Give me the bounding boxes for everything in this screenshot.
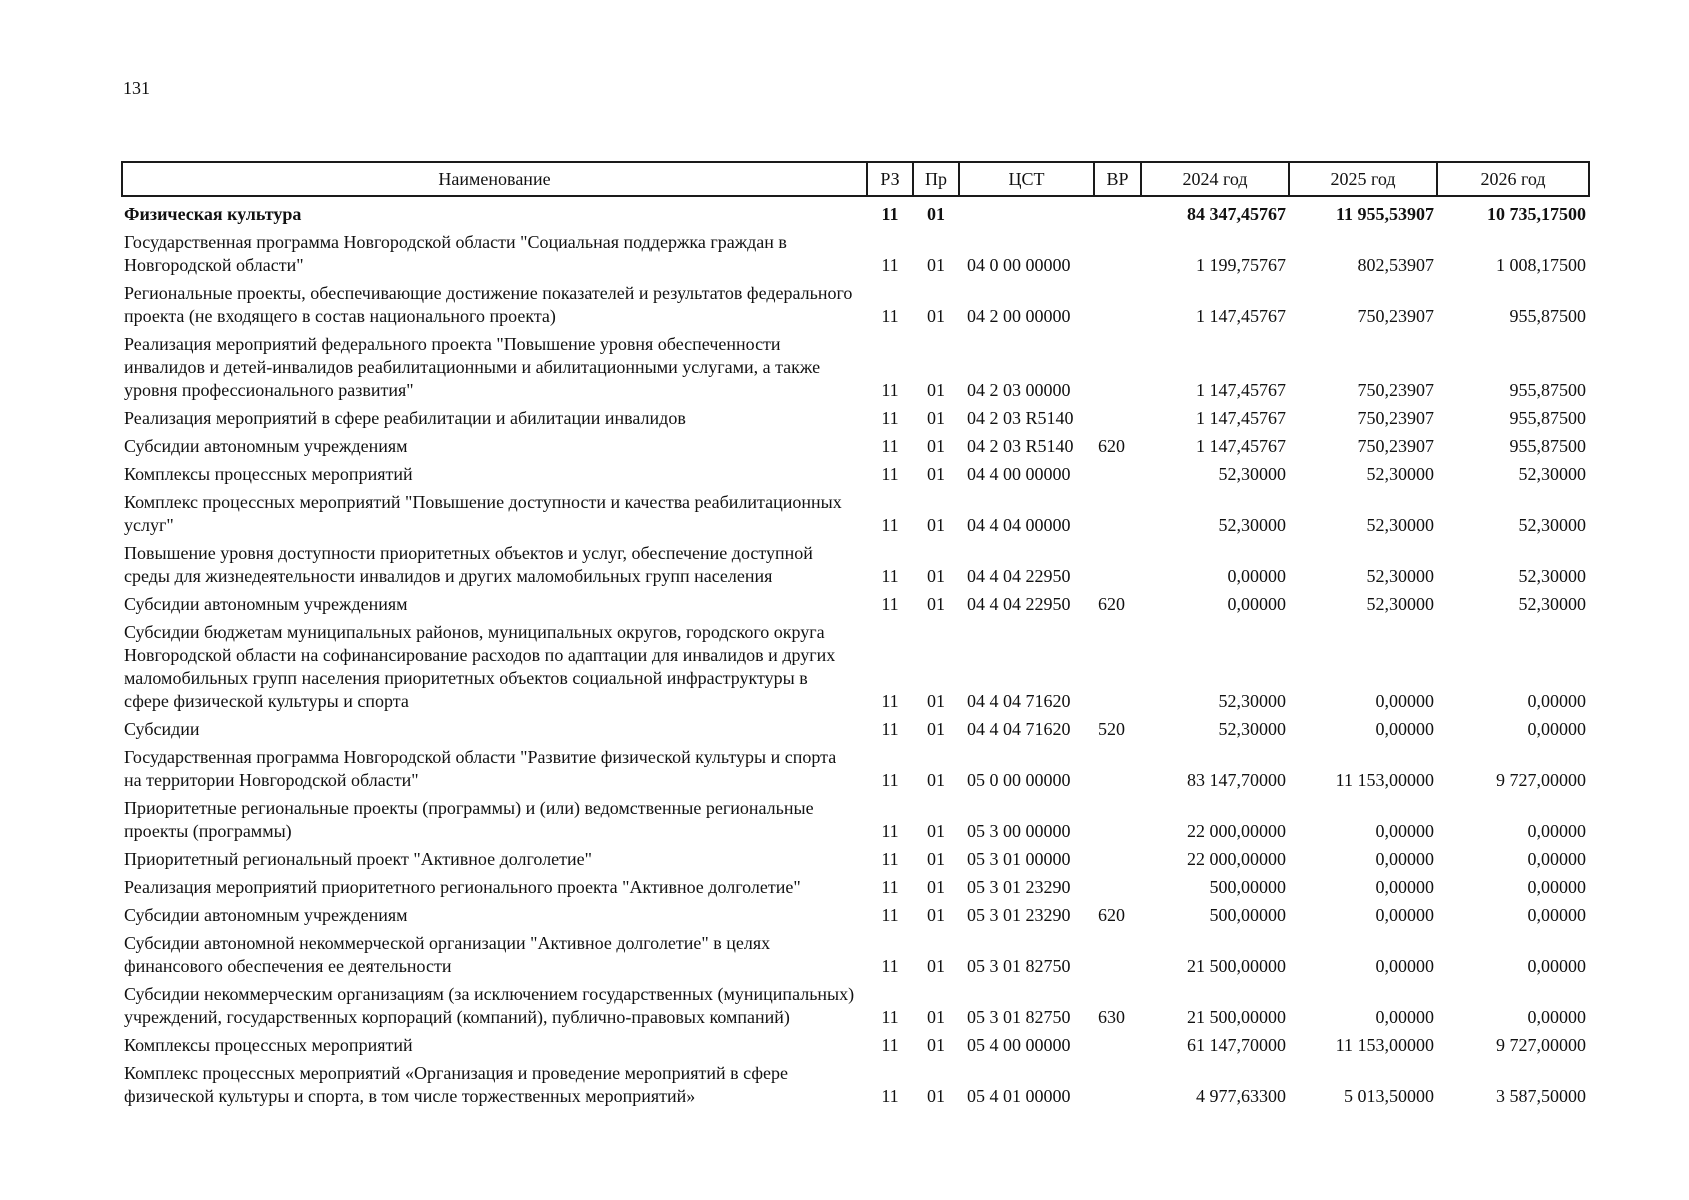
header-pr: Пр	[913, 162, 959, 196]
row-rz: 11	[881, 204, 899, 224]
row-cst: 05 4 00 00000	[967, 1035, 1071, 1055]
row-2024: 22 000,00000	[1187, 821, 1286, 841]
table-row	[122, 591, 1589, 619]
table-row	[122, 540, 1589, 591]
row-pr: 01	[927, 821, 945, 841]
row-2024: 52,30000	[1218, 719, 1286, 739]
row-rz: 11	[881, 877, 899, 897]
row-pr: 01	[927, 1086, 945, 1106]
row-vr	[1094, 229, 1141, 280]
row-2024: 1 147,45767	[1196, 436, 1286, 456]
row-pr: 01	[927, 515, 945, 535]
row-cst	[959, 196, 1094, 229]
row-2025: 52,30000	[1366, 566, 1434, 586]
table-row	[122, 489, 1589, 540]
row-pr: 01	[927, 255, 945, 275]
budget-table	[121, 161, 1590, 1111]
row-cst: 04 4 04 00000	[967, 515, 1071, 535]
row-2026: 1 008,17500	[1496, 255, 1586, 275]
row-vr	[1094, 846, 1141, 874]
row-vr	[1094, 540, 1141, 591]
row-2025: 750,23907	[1357, 306, 1434, 326]
row-2025: 52,30000	[1366, 594, 1434, 614]
row-2025: 11 955,53907	[1335, 204, 1434, 224]
row-2026: 9 727,00000	[1496, 1035, 1586, 1055]
row-pr: 01	[927, 691, 945, 711]
row-vr	[1094, 331, 1141, 405]
row-name: Физическая культура	[124, 204, 302, 224]
row-vr	[1094, 196, 1141, 229]
row-vr	[1094, 280, 1141, 331]
row-2026: 52,30000	[1518, 515, 1586, 535]
row-rz: 11	[881, 594, 899, 614]
row-2026: 52,30000	[1518, 566, 1586, 586]
table-row	[122, 981, 1589, 1032]
table-row	[122, 744, 1589, 795]
row-2024: 52,30000	[1218, 464, 1286, 484]
row-cst: 04 4 04 22950	[967, 594, 1071, 614]
row-2026: 10 735,17500	[1487, 204, 1586, 224]
row-vr	[1094, 1032, 1141, 1060]
row-cst: 04 0 00 00000	[967, 255, 1071, 275]
row-name: Субсидии	[124, 719, 200, 739]
header-vr: ВР	[1094, 162, 1141, 196]
row-name: Субсидии некоммерческим организациям (за исключением государственных (муниципальных) учреждений, государственных корпораций (компаний), публично-правовых компаний)	[124, 984, 855, 1027]
row-2024: 500,00000	[1209, 877, 1286, 897]
row-name: Комплекс процессных мероприятий «Организация и проведение мероприятий в сфере физической культуры и спорта, в том числе торжественных мероприятий»	[124, 1063, 789, 1106]
row-name: Субсидии автономным учреждениям	[124, 436, 408, 456]
row-2026: 52,30000	[1518, 464, 1586, 484]
row-pr: 01	[927, 204, 945, 224]
header-cst: ЦСТ	[959, 162, 1094, 196]
row-pr: 01	[927, 1007, 945, 1027]
table-row	[122, 902, 1589, 930]
row-rz: 11	[881, 770, 899, 790]
row-vr	[1094, 744, 1141, 795]
row-name: Приоритетные региональные проекты (программы) и (или) ведомственные региональные проекты (программы)	[124, 798, 814, 841]
row-vr: 620	[1098, 436, 1125, 456]
row-2024: 21 500,00000	[1187, 956, 1286, 976]
row-pr: 01	[927, 408, 945, 428]
row-2025: 0,00000	[1375, 877, 1434, 897]
row-rz: 11	[881, 849, 899, 869]
row-cst: 05 3 01 23290	[967, 877, 1071, 897]
row-cst: 05 3 01 00000	[967, 849, 1071, 869]
row-2024: 1 199,75767	[1196, 255, 1286, 275]
row-vr: 620	[1098, 905, 1125, 925]
row-2026: 0,00000	[1527, 956, 1586, 976]
row-2025: 0,00000	[1375, 849, 1434, 869]
row-pr: 01	[927, 719, 945, 739]
table-row	[122, 619, 1589, 716]
row-cst: 04 4 04 71620	[967, 719, 1071, 739]
row-name: Повышение уровня доступности приоритетных объектов и услуг, обеспечение доступной среды для жизнедеятельности инвалидов и других маломобильных групп населения	[124, 543, 813, 586]
row-vr: 630	[1098, 1007, 1125, 1027]
row-2024: 52,30000	[1218, 691, 1286, 711]
table-row	[122, 433, 1589, 461]
row-rz: 11	[881, 255, 899, 275]
row-2025: 750,23907	[1357, 436, 1434, 456]
table-row	[122, 196, 1589, 229]
row-pr: 01	[927, 849, 945, 869]
table-row	[122, 874, 1589, 902]
row-pr: 01	[927, 436, 945, 456]
row-2024: 61 147,70000	[1187, 1035, 1286, 1055]
row-2025: 0,00000	[1375, 719, 1434, 739]
row-2024: 83 147,70000	[1187, 770, 1286, 790]
row-name: Региональные проекты, обеспечивающие достижение показателей и результатов федерального проекта (не входящего в состав национального проекта)	[124, 283, 853, 326]
row-pr: 01	[927, 956, 945, 976]
row-pr: 01	[927, 594, 945, 614]
table-body	[122, 196, 1589, 1111]
row-pr: 01	[927, 905, 945, 925]
row-rz: 11	[881, 515, 899, 535]
row-rz: 11	[881, 306, 899, 326]
row-cst: 04 2 03 00000	[967, 380, 1071, 400]
row-cst: 05 3 01 82750	[967, 1007, 1071, 1027]
row-rz: 11	[881, 719, 899, 739]
row-2025: 0,00000	[1375, 1007, 1434, 1027]
row-rz: 11	[881, 905, 899, 925]
table-row	[122, 795, 1589, 846]
row-name: Субсидии автономным учреждениям	[124, 905, 408, 925]
table-row	[122, 846, 1589, 874]
row-name: Реализация мероприятий федерального проекта "Повышение уровня обеспеченности инвалидов и детей-инвалидов реабилитационными и абилитационными услугами, а также уровня профессионального развития"	[124, 334, 821, 400]
row-rz: 11	[881, 408, 899, 428]
row-2024: 500,00000	[1209, 905, 1286, 925]
row-cst: 05 3 01 23290	[967, 905, 1071, 925]
row-vr: 520	[1098, 719, 1125, 739]
row-name: Субсидии бюджетам муниципальных районов, муниципальных округов, городского округа Новгородской области на софинансирование расходов по адаптации для инвалидов и других маломобильных групп населения приоритетных объектов социальной инфраструктуры в сфере физической культуры и спорта	[124, 622, 836, 711]
row-cst: 04 2 03 R5140	[967, 436, 1074, 456]
row-rz: 11	[881, 436, 899, 456]
row-2024: 1 147,45767	[1196, 380, 1286, 400]
row-2026: 0,00000	[1527, 691, 1586, 711]
row-2026: 0,00000	[1527, 905, 1586, 925]
row-2026: 0,00000	[1527, 1007, 1586, 1027]
table-header-row	[122, 162, 1589, 196]
row-pr: 01	[927, 464, 945, 484]
row-2026: 3 587,50000	[1496, 1086, 1586, 1106]
row-vr	[1094, 874, 1141, 902]
row-2024: 22 000,00000	[1187, 849, 1286, 869]
row-name: Субсидии автономной некоммерческой организации "Активное долголетие" в целях финансового обеспечения ее деятельности	[124, 933, 771, 976]
row-cst: 05 3 01 82750	[967, 956, 1071, 976]
table-row	[122, 930, 1589, 981]
row-cst: 05 4 01 00000	[967, 1086, 1071, 1106]
row-name: Государственная программа Новгородской области "Развитие физической культуры и спорта на территории Новгородской области"	[124, 747, 837, 790]
header-2024: 2024 год	[1141, 162, 1289, 196]
row-2025: 750,23907	[1357, 380, 1434, 400]
row-2026: 52,30000	[1518, 594, 1586, 614]
row-name: Комплекс процессных мероприятий "Повышение доступности и качества реабилитационных услуг"	[124, 492, 842, 535]
row-pr: 01	[927, 306, 945, 326]
row-cst: 05 3 00 00000	[967, 821, 1071, 841]
row-2025: 802,53907	[1357, 255, 1434, 275]
row-name: Приоритетный региональный проект "Активное долголетие"	[124, 849, 592, 869]
header-2026: 2026 год	[1437, 162, 1589, 196]
row-rz: 11	[881, 1035, 899, 1055]
row-vr	[1094, 461, 1141, 489]
row-cst: 04 4 00 00000	[967, 464, 1071, 484]
row-vr	[1094, 1060, 1141, 1111]
row-vr	[1094, 489, 1141, 540]
row-2026: 955,87500	[1509, 408, 1586, 428]
row-name: Реализация мероприятий приоритетного регионального проекта "Активное долголетие"	[124, 877, 801, 897]
row-pr: 01	[927, 566, 945, 586]
row-2025: 5 013,50000	[1344, 1086, 1434, 1106]
row-2026: 0,00000	[1527, 719, 1586, 739]
row-2024: 1 147,45767	[1196, 306, 1286, 326]
row-cst: 04 4 04 22950	[967, 566, 1071, 586]
header-2025: 2025 год	[1289, 162, 1437, 196]
row-2025: 11 153,00000	[1335, 1035, 1434, 1055]
table-row	[122, 1032, 1589, 1060]
row-rz: 11	[881, 821, 899, 841]
row-2024: 52,30000	[1218, 515, 1286, 535]
row-2026: 955,87500	[1509, 306, 1586, 326]
page-number: 131	[123, 78, 150, 98]
row-2026: 955,87500	[1509, 380, 1586, 400]
row-2025: 0,00000	[1375, 691, 1434, 711]
row-2024: 84 347,45767	[1187, 204, 1286, 224]
row-2025: 0,00000	[1375, 821, 1434, 841]
row-2025: 750,23907	[1357, 408, 1434, 428]
row-vr: 620	[1098, 594, 1125, 614]
row-2024: 1 147,45767	[1196, 408, 1286, 428]
row-rz: 11	[881, 1007, 899, 1027]
row-pr: 01	[927, 770, 945, 790]
table-row	[122, 1060, 1589, 1111]
row-vr	[1094, 795, 1141, 846]
row-pr: 01	[927, 380, 945, 400]
row-name: Субсидии автономным учреждениям	[124, 594, 408, 614]
row-vr	[1094, 619, 1141, 716]
row-rz: 11	[881, 566, 899, 586]
row-2025: 0,00000	[1375, 956, 1434, 976]
row-2024: 21 500,00000	[1187, 1007, 1286, 1027]
table-row	[122, 461, 1589, 489]
row-rz: 11	[881, 1086, 899, 1106]
table-row	[122, 331, 1589, 405]
row-rz: 11	[881, 691, 899, 711]
row-2025: 11 153,00000	[1335, 770, 1434, 790]
row-2025: 0,00000	[1375, 905, 1434, 925]
row-2026: 0,00000	[1527, 821, 1586, 841]
row-2026: 0,00000	[1527, 877, 1586, 897]
row-2026: 955,87500	[1509, 436, 1586, 456]
row-2024: 4 977,63300	[1196, 1086, 1286, 1106]
row-cst: 04 2 03 R5140	[967, 408, 1074, 428]
row-2026: 9 727,00000	[1496, 770, 1586, 790]
row-cst: 05 0 00 00000	[967, 770, 1071, 790]
row-2024: 0,00000	[1227, 594, 1286, 614]
row-rz: 11	[881, 464, 899, 484]
row-2025: 52,30000	[1366, 515, 1434, 535]
row-2025: 52,30000	[1366, 464, 1434, 484]
header-name: Наименование	[122, 162, 867, 196]
row-name: Реализация мероприятий в сфере реабилитации и абилитации инвалидов	[124, 408, 686, 428]
row-2024: 0,00000	[1227, 566, 1286, 586]
row-rz: 11	[881, 956, 899, 976]
row-vr	[1094, 405, 1141, 433]
table-row	[122, 716, 1589, 744]
table-row	[122, 229, 1589, 280]
header-rz: РЗ	[867, 162, 913, 196]
table-row	[122, 405, 1589, 433]
row-pr: 01	[927, 1035, 945, 1055]
row-name: Комплексы процессных мероприятий	[124, 1035, 413, 1055]
row-pr: 01	[927, 877, 945, 897]
row-cst: 04 4 04 71620	[967, 691, 1071, 711]
row-2026: 0,00000	[1527, 849, 1586, 869]
table-row	[122, 280, 1589, 331]
row-vr	[1094, 930, 1141, 981]
row-cst: 04 2 00 00000	[967, 306, 1071, 326]
row-rz: 11	[881, 380, 899, 400]
row-name: Государственная программа Новгородской области "Социальная поддержка граждан в Новгородской области"	[124, 232, 787, 275]
row-name: Комплексы процессных мероприятий	[124, 464, 413, 484]
